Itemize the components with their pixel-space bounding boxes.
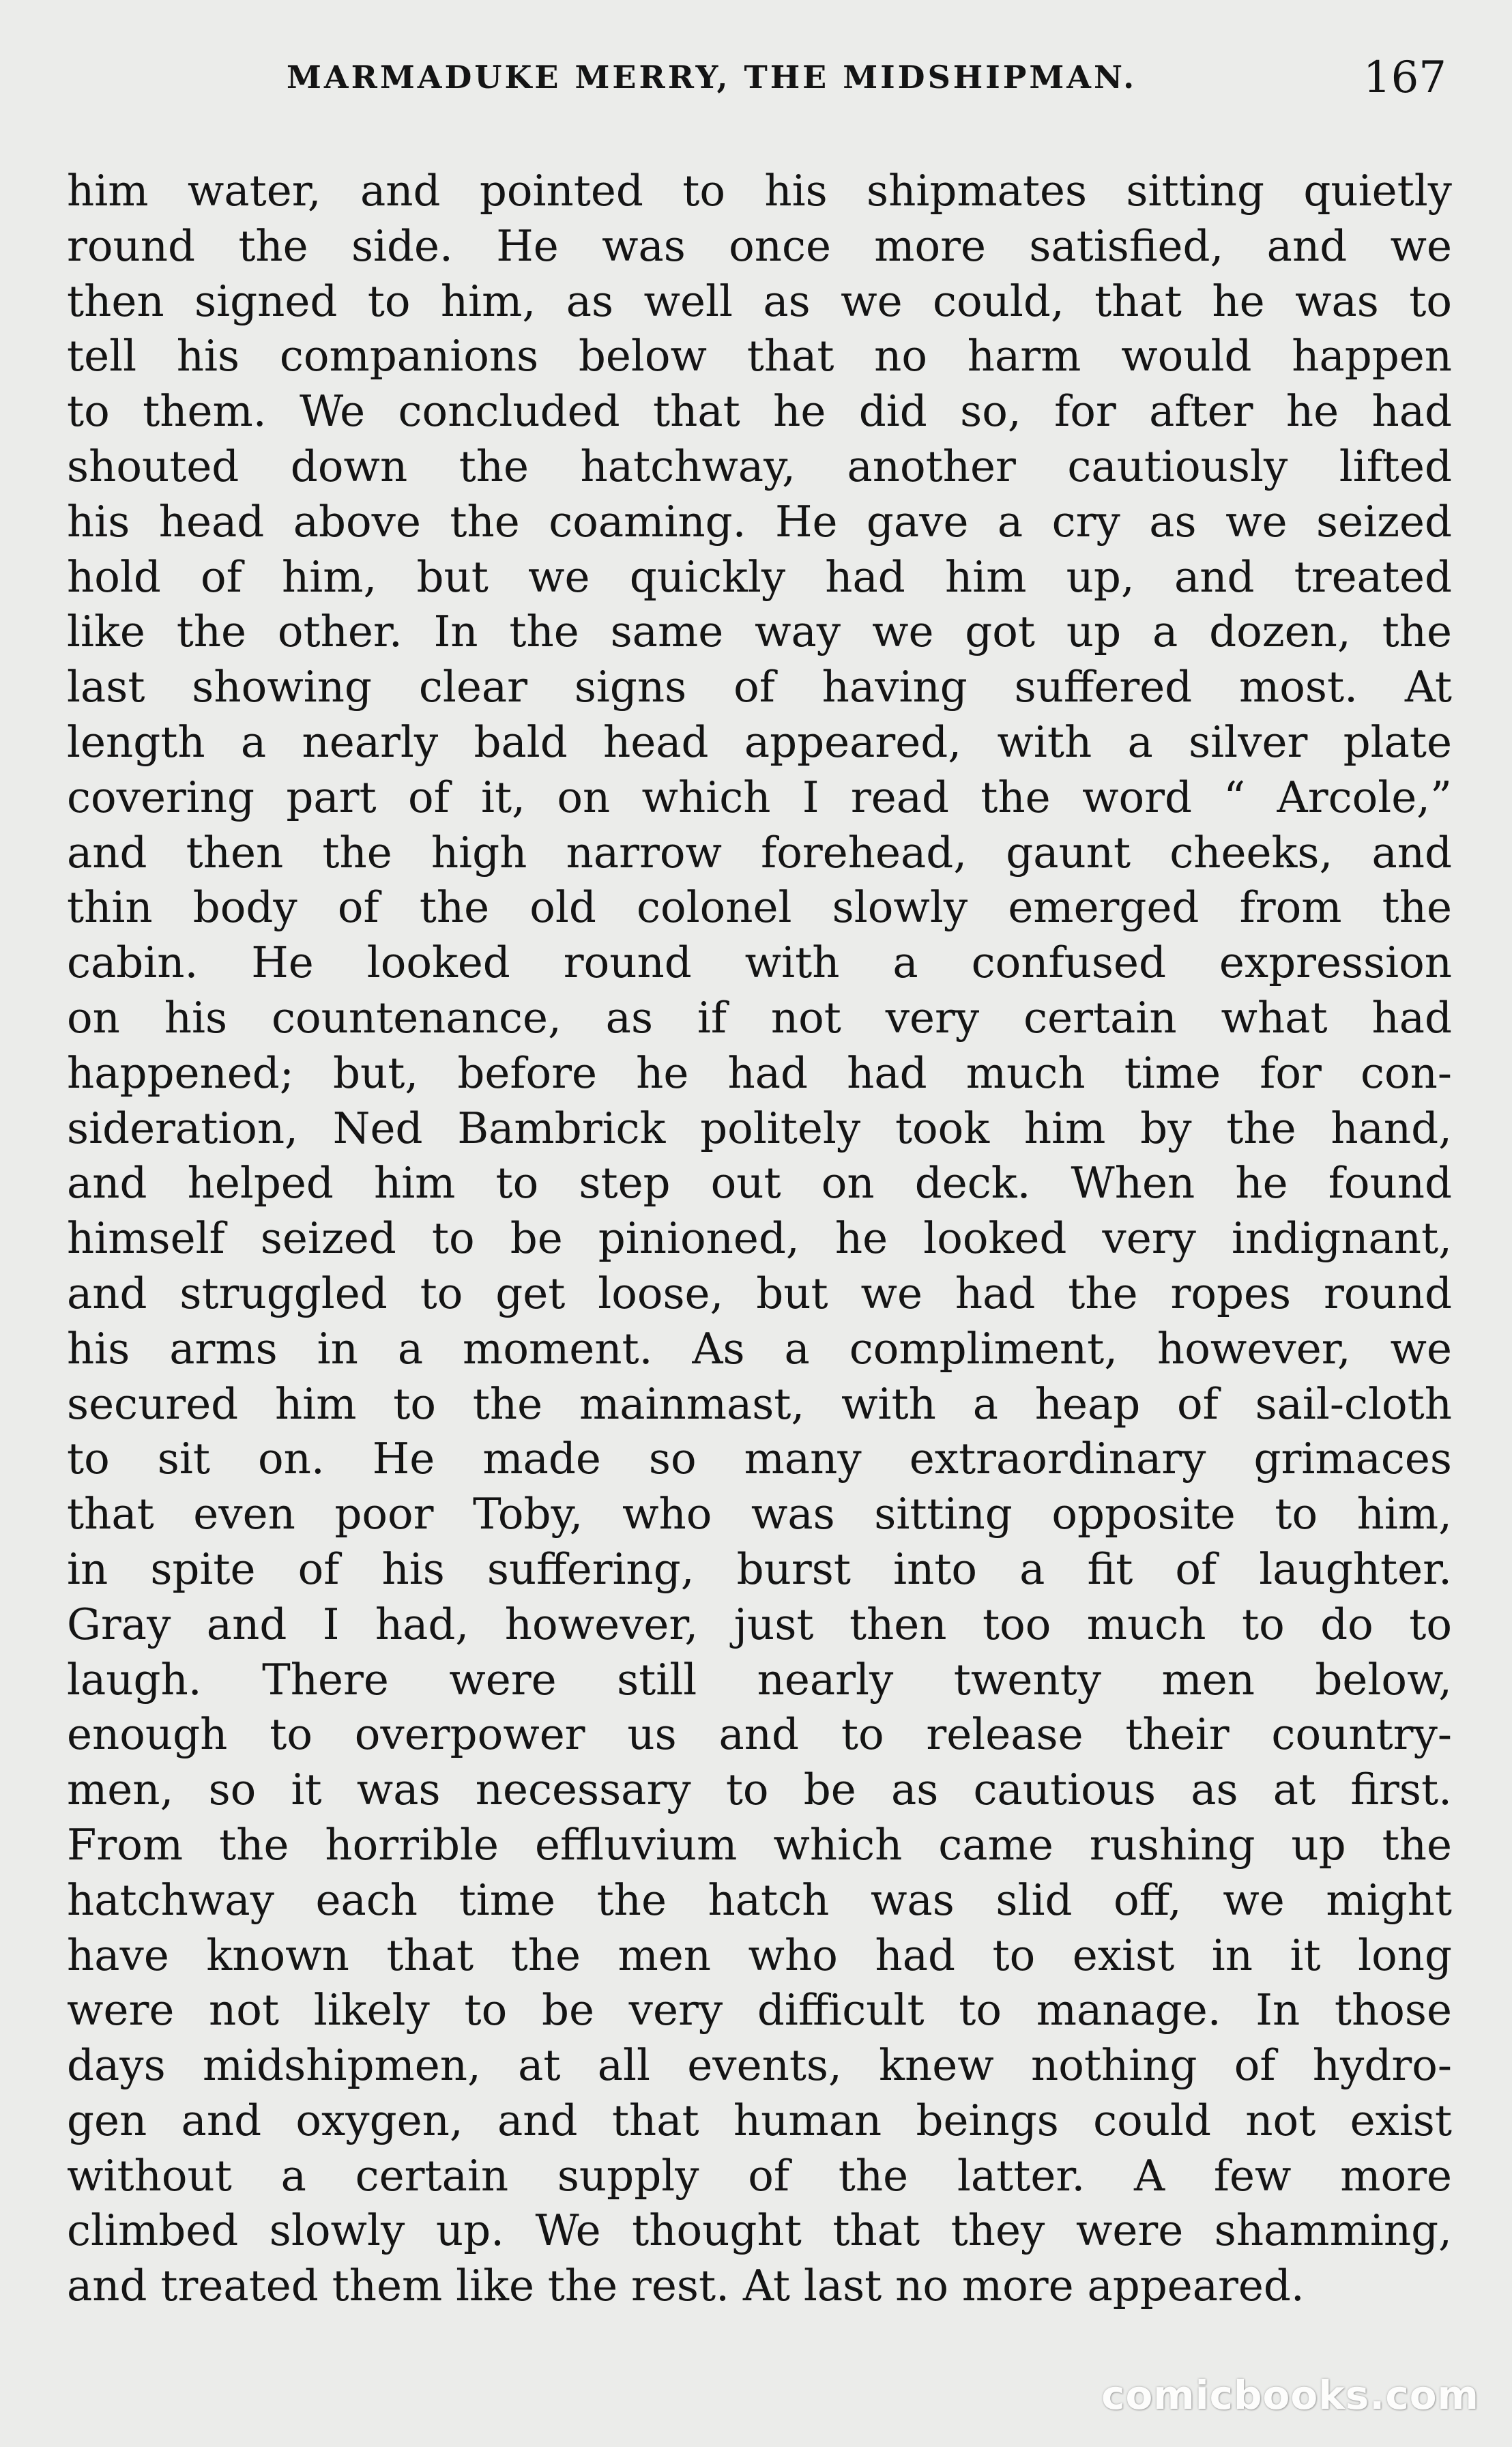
text-line: and treated them like the rest. At last no more appeared. [67,2261,1305,2311]
text-line: cabin. He looked round with a confused expression [67,938,1452,988]
body-text [67,164,1452,2314]
text-line: to sit on. He made so many extraordinary grimaces [67,1434,1452,1484]
text-line: length a nearly bald head appeared, with a silver plate [67,716,1452,767]
text-line: in spite of his suffering, burst into a fit of laughter. [67,1544,1452,1594]
text-line: shouted down the hatchway, another cautiously lifted [67,441,1452,491]
text-line: enough to overpower us and to release their country- [67,1709,1452,1760]
text-line: thin body of the old colonel slowly emerged from the [67,882,1452,933]
text-line: happened; but, before he had had much time for con- [67,1047,1452,1098]
text-line: like the other. In the same way we got up a dozen, the [67,607,1452,657]
watermark: comicbooks.com [1101,2372,1479,2418]
page-number: 167 [1363,53,1446,103]
text-line: sideration, Ned Bambrick politely took him by the hand, [67,1103,1452,1153]
text-line: hatchway each time the hatch was slid off, we might [67,1874,1452,1925]
text-line: without a certain supply of the latter. A few more [67,2150,1452,2201]
text-line: climbed slowly up. We thought that they were shamming, [67,2205,1452,2256]
text-line: last showing clear signs of having suffered most. At [67,662,1452,712]
text-line: and struggled to get loose, but we had the ropes round [67,1268,1452,1318]
text-line: round the side. He was once more satisfied, and we [67,220,1452,271]
running-head [287,53,1446,117]
text-line: himself seized to be pinioned, he looked very indignant, [67,1213,1452,1264]
text-line: have known that the men who had to exist in it long [67,1930,1452,1980]
text-line: covering part of it, on which I read the word “ Arcole,” [67,772,1452,822]
text-line: hold of him, but we quickly had him up, and treated [67,551,1452,602]
text-line: to them. We concluded that he did so, for after he had [67,386,1452,437]
text-line: were not likely to be very difficult to manage. In those [67,1985,1452,2036]
text-line: men, so it was necessary to be as cautious as at first. [67,1765,1452,1815]
text-line: From the horrible effluvium which came rushing up the [67,1819,1452,1870]
text-line: laugh. There were still nearly twenty men below, [67,1654,1452,1705]
text-line: his head above the coaming. He gave a cry as we seized [67,496,1452,547]
text-line: that even poor Toby, who was sitting opposite to him, [67,1489,1452,1539]
text-line: then signed to him, as well as we could, that he was to [67,276,1452,326]
text-line: on his countenance, as if not very certain what had [67,992,1452,1043]
text-line: and then the high narrow forehead, gaunt cheeks, and [67,827,1452,878]
text-line: and helped him to step out on deck. When he found [67,1158,1452,1208]
text-line: gen and oxygen, and that human beings could not exist [67,2095,1452,2145]
text-line: tell his companions below that no harm would happen [67,331,1452,381]
running-title: MARMADUKE MERRY, THE MIDSHIPMAN. [287,59,1137,96]
text-line: secured him to the mainmast, with a heap of sail-cloth [67,1378,1452,1429]
text-line: Gray and I had, however, just then too much to do to [67,1599,1452,1649]
text-line: days midshipmen, at all events, knew nothing of hydro- [67,2040,1452,2091]
text-line: him water, and pointed to his shipmates sitting quietly [67,166,1452,216]
text-line: his arms in a moment. As a compliment, however, we [67,1323,1452,1374]
